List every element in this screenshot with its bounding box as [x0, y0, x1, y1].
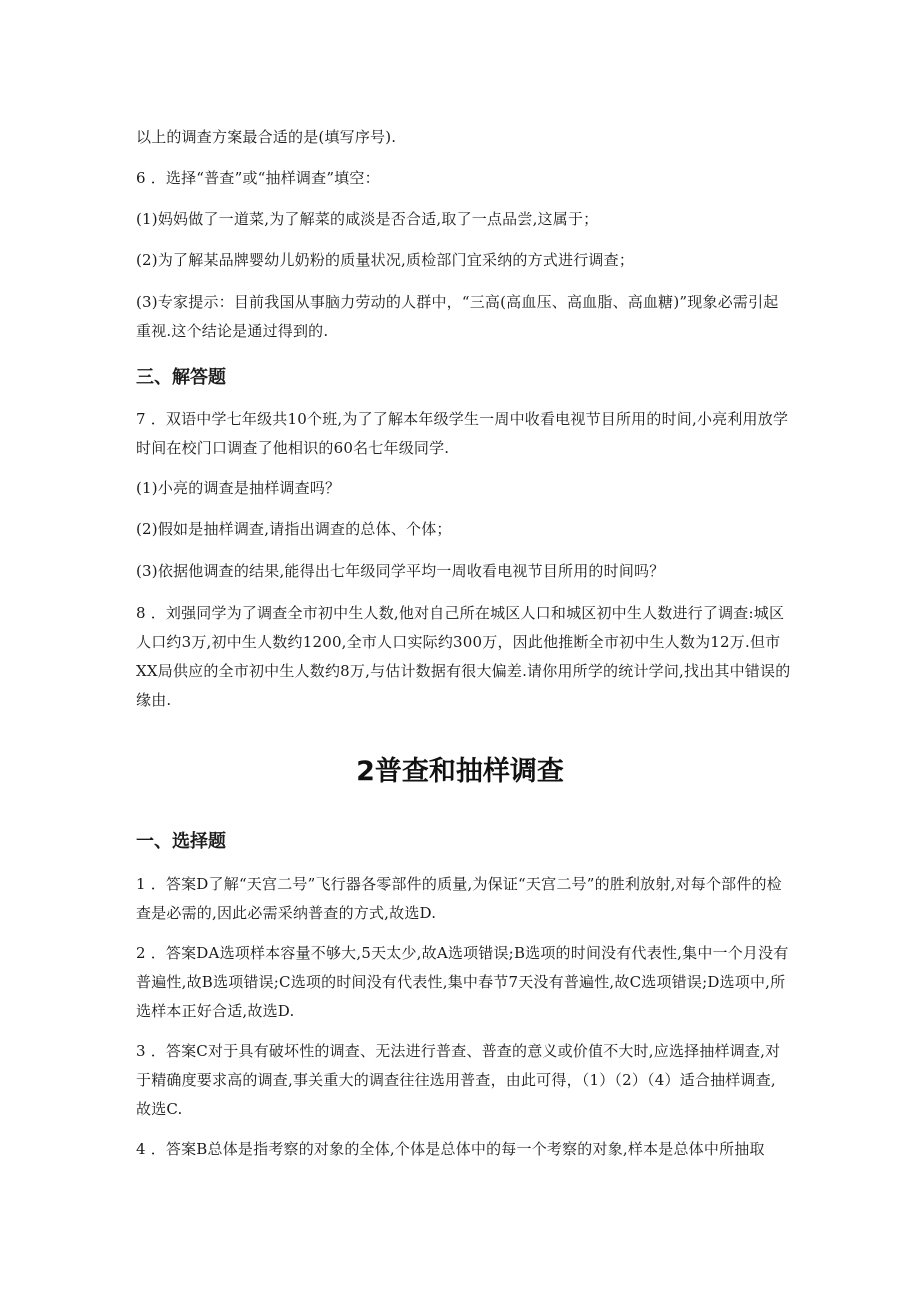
paragraph-scheme-choice: 以上的调查方案最合适的是(填写序号).: [136, 128, 397, 146]
question-7-part-2: (2)假如是抽样调查,请指出调查的总体、个体；: [136, 520, 452, 538]
question-6-part-1: (1)妈妈做了一道菜,为了解菜的咸淡是否合适,取了一点品尝,这属于；: [136, 210, 599, 228]
question-6: 6 ．选择“普查”或“抽样调查”填空：: [136, 169, 380, 187]
question-7-part-1: (1)小亮的调查是抽样调查吗？: [136, 479, 341, 497]
section-heading-answer-questions: 三、解答题: [136, 367, 226, 388]
question-7-part-3: (3)依据他调查的结果,能得出七年级同学平均一周收看电视节目所用的时间吗？: [136, 562, 665, 580]
question-8: 8 ．刘强同学为了调查全市初中生人数,他对自己所在城区人口和城区初中生人数进行了调查:城区人口约3万,初中生人数约1200,全市人口实际约300万，因此他推断全市初中生人数为12万.但市XX局供应的全市初中生人数约8万,与估计数据有很大偏差.请你用所学的统计学问,找出其中错误的缘由.: [136, 604, 791, 709]
question-7: 7 ．双语中学七年级共10个班,为了了解本年级学生一周中收看电视节目所用的时间,小亮利用放学时间在校门口调查了他相识的60名七年级同学.: [136, 410, 789, 457]
answers-title: 2普查和抽样调查: [356, 756, 564, 787]
answer-4: 4 ．答案B总体是指考察的对象的全体,个体是总体中的每一个考察的对象,样本是总体中所抽取: [136, 1140, 765, 1158]
question-6-part-2: (2)为了解某品牌婴幼儿奶粉的质量状况,质检部门宜采纳的方式进行调查；: [136, 251, 635, 269]
answer-3: 3 ．答案C对于具有破坏性的调查、无法进行普查、普查的意义或价值不大时,应选择抽样调查,对于精确度要求高的调查,事关重大的调查往往选用普查，由此可得，（1）（2）（4）适合抽样调查,故选C.: [136, 1042, 781, 1118]
question-6-part-3: (3)专家提示：目前我国从事脑力劳动的人群中，“三高(高血压、高血脂、高血糖)”现象必需引起重视.这个结论是通过得到的.: [136, 293, 779, 340]
section-heading-multiple-choice: 一、选择题: [136, 831, 226, 852]
answer-2: 2 ．答案DA选项样本容量不够大,5天太少,故A选项错误;B选项的时间没有代表性,集中一个月没有普遍性,故B选项错误;C选项的时间没有代表性,集中春节7天没有普遍性,故C选项错误;D选项中,所选样本正好合适,故选D.: [136, 944, 789, 1020]
answer-1: 1 ．答案D了解“天宫二号”飞行器各零部件的质量,为保证“天宫二号”的胜利放射,对每个部件的检查是必需的,因此必需采纳普查的方式,故选D.: [136, 875, 782, 922]
